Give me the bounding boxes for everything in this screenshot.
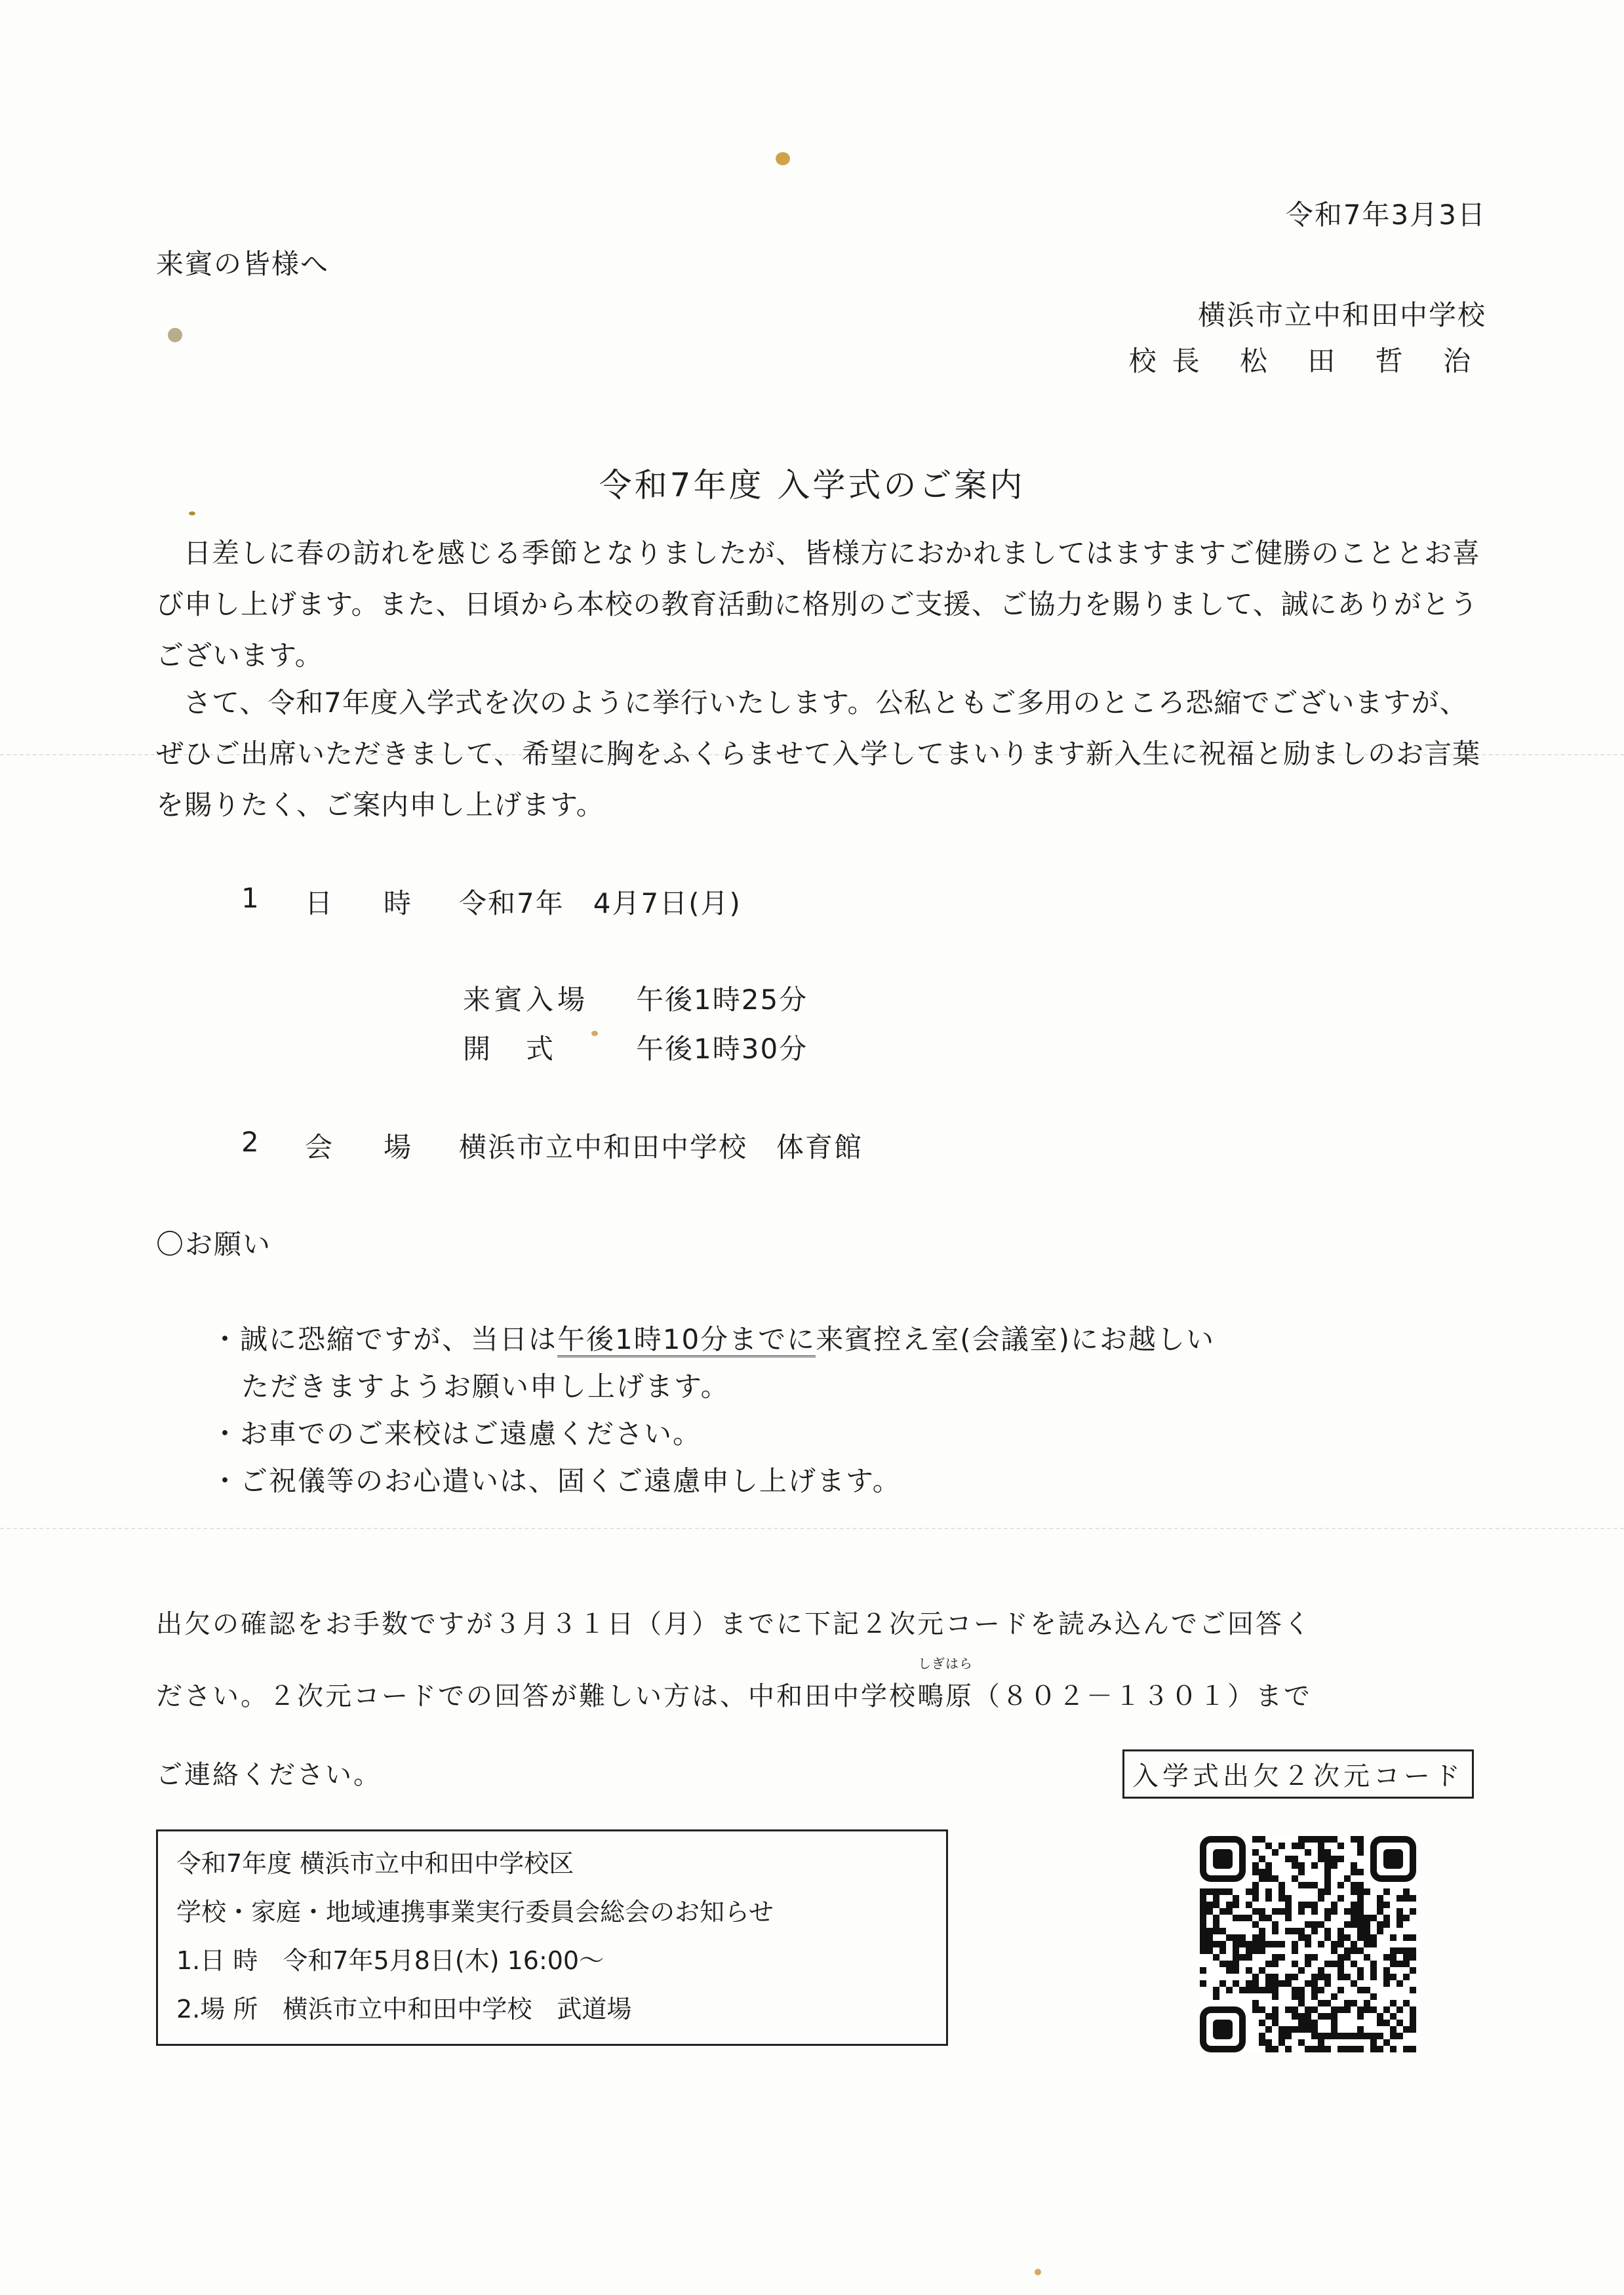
opening-label: 開 式 bbox=[463, 1033, 558, 1065]
paper-speck bbox=[168, 328, 182, 342]
notice-line: 2.場 所 横浜市立中和田中学校 武道場 bbox=[176, 1995, 632, 2024]
guest-entry-label: 来賓入場 bbox=[463, 984, 589, 1016]
qr-finder-pattern bbox=[1374, 1839, 1413, 1879]
document-date: 令和7年3月3日 bbox=[1285, 199, 1486, 231]
qr-finder-pattern bbox=[1203, 1839, 1242, 1879]
rsvp-line bbox=[156, 1656, 1312, 1713]
school-name: 横浜市立中和田中学校 bbox=[1197, 299, 1486, 331]
announcement-paragraph: さて、令和7年度入学式を次のように挙行いたします。公私ともご多用のところ恐縮でございますが、ぜひご出席いただきまして、希望に胸をふくらませて入学してまいります新入生に祝福と励ましのお言葉を賜りたく、ご案内申し上げます。 bbox=[156, 687, 1481, 821]
request-text: ・誠に恐縮ですが、当日は bbox=[211, 1323, 558, 1355]
rsvp-line: 出欠の確認をお手数ですが３月３１日（月）までに下記２次元コードを読み込んでご回答く bbox=[156, 1609, 1312, 1639]
request-item: ・ご祝儀等のお心遣いは、固くご遠慮申し上げます。 bbox=[211, 1465, 901, 1497]
venue: 横浜市立中和田中学校 体育館 bbox=[459, 1131, 863, 1163]
guest-entry-time: 午後1時25分 bbox=[636, 984, 808, 1016]
request-emphasis: 午後1時10分までに bbox=[557, 1323, 816, 1357]
notice-line: 学校・家庭・地域連携事業実行委員会総会のお知らせ bbox=[176, 1898, 774, 1926]
requests-heading: 〇お願い bbox=[156, 1228, 272, 1260]
qr-code[interactable] bbox=[1200, 1836, 1416, 2052]
principal-name: 校長 松 田 哲 治 bbox=[1128, 345, 1486, 377]
general-meeting-notice bbox=[156, 1829, 948, 2046]
rsvp-text: （８０２－１３０１）まで bbox=[974, 1681, 1312, 1711]
request-item bbox=[211, 1318, 1215, 1357]
opening-time: 午後1時30分 bbox=[636, 1033, 808, 1065]
request-text: 来賓控え室(会議室)にお越しい bbox=[816, 1323, 1215, 1355]
qr-code-label: 入学式出欠２次元コード bbox=[1122, 1749, 1474, 1799]
request-item: ・お車でのご来校はご遠慮ください。 bbox=[211, 1418, 702, 1450]
rsvp-text: ださい。２次元コードでの回答が難しい方は、中和田中学校 bbox=[156, 1681, 917, 1711]
notice-line: 1.日 時 令和7年5月8日(木) 16:00～ bbox=[176, 1946, 604, 1975]
request-item-cont: ただきますようお願い申し上げます。 bbox=[241, 1370, 730, 1403]
paper-speck bbox=[591, 1031, 598, 1036]
document-title: 令和7年度 入学式のご案内 bbox=[599, 466, 1025, 504]
paper-speck bbox=[776, 152, 790, 165]
paper-speck bbox=[189, 511, 195, 515]
paper-speck bbox=[1035, 2269, 1041, 2275]
item-number: 1 bbox=[241, 882, 260, 914]
item-number: 2 bbox=[241, 1126, 260, 1158]
item-label-venue: 会 場 bbox=[305, 1131, 424, 1163]
item-label-datetime: 日 時 bbox=[305, 887, 424, 919]
qr-code-image bbox=[1200, 1836, 1416, 2052]
notice-line: 令和7年度 横浜市立中和田中学校区 bbox=[176, 1849, 574, 1878]
contact-name bbox=[917, 1656, 974, 1713]
contact-name-text: 鴫原 bbox=[917, 1681, 974, 1711]
rsvp-line: ご連絡ください。 bbox=[156, 1760, 382, 1790]
ceremony-date: 令和7年 4月7日(月) bbox=[459, 887, 742, 919]
qr-finder-pattern bbox=[1203, 2010, 1242, 2049]
greeting-paragraph: 日差しに春の訪れを感じる季節となりましたが、皆様方におかれましてはますますご健勝のこととお喜び申し上げます。また、日頃から本校の教育活動に格別のご支援、ご協力を賜りまして、誠にありがとうございます。 bbox=[156, 537, 1481, 671]
contact-name-ruby: しぎはら bbox=[918, 1656, 973, 1671]
recipient: 来賓の皆様へ bbox=[156, 248, 330, 280]
fold-line bbox=[0, 1528, 1624, 1529]
